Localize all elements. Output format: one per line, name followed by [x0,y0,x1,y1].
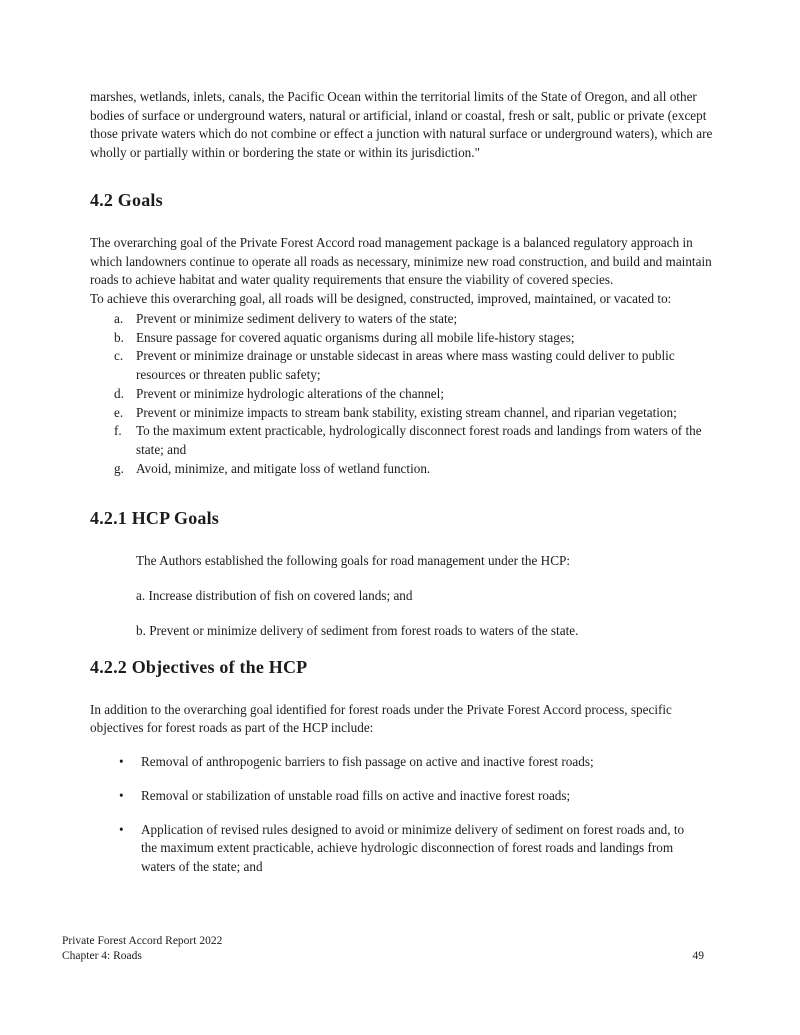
list-item [90,310,714,329]
footer-chapter: Chapter 4: Roads [62,950,142,963]
bullet-item [90,787,714,806]
bullet-icon [119,753,141,772]
list-marker: b. [114,329,124,345]
list-text: Ensure passage for covered aquatic organisms during all mobile life-history stages; [136,329,575,345]
list-marker: c. [114,348,124,364]
bullet-text: Application of revised rules designed to avoid or minimize delivery of sediment on forest roads and, to the maximum extent practicable, achieve hydrologic disconnection of forest roads and landings from waters of the state; and [141,821,685,875]
list-marker: e. [114,404,124,420]
page-content [90,88,714,877]
list-text: Avoid, minimize, and mitigate loss of wetland function. [136,460,431,476]
list-text: To the maximum extent practicable, hydrologically disconnect forest roads and landings from waters of the state; and [136,423,702,458]
list-marker: g. [114,460,124,476]
page-number: 49 [692,950,704,963]
page-footer [62,934,704,965]
list-marker: a. [114,310,124,326]
list-item [90,329,714,348]
list-item [90,460,714,479]
hcp-goal-a: a. Increase distribution of fish on covered lands; and [136,588,413,604]
list-marker: d. [114,385,124,401]
paragraph: In addition to the overarching goal identified for forest roads under the Private Forest Accord process, specific objectives for forest roads as part of the HCP include: [90,701,672,736]
list-text: Prevent or minimize sediment delivery to waters of the state; [136,310,458,326]
intro-paragraph: marshes, wetlands, inlets, canals, the Pacific Ocean within the territorial limits of the State of Oregon, and all other bodies of surface or underground waters, natural or artificial, inland or coastal, fresh or salt, public or private (except those private waters which do not combine or effect a junction with natural surface or underground waters), which are wholly or partially within or bordering the state or within its jurisdiction." [90,89,713,161]
hcp-goal-b: b. Prevent or minimize delivery of sediment from forest roads to waters of the state. [136,622,579,638]
bullet-item [90,821,714,877]
bullet-icon [119,787,141,806]
list-item [90,385,714,404]
section-heading-4-2: 4.2 Goals [90,189,163,210]
bullet-icon [119,821,141,877]
paragraph: To achieve this overarching goal, all roads will be designed, constructed, improved, maintained, or vacated to: [90,291,672,307]
list-item [90,347,714,384]
section-heading-4-2-1: 4.2.1 HCP Goals [90,508,220,529]
list-item [90,404,714,423]
paragraph: The overarching goal of the Private Forest Accord road management package is a balanced regulatory approach in which landowners continue to operate all roads as necessary, minimize new road construction, and build and maintain roads to achieve habitat and water quality requirements that ensure the viability of covered species. [90,234,712,288]
list-text: Prevent or minimize impacts to stream bank stability, existing stream channel, and riparian vegetation; [136,404,677,420]
alpha-list [90,310,714,479]
paragraph: The Authors established the following goals for road management under the HCP: [136,553,570,569]
list-text: Prevent or minimize drainage or unstable sidecast in areas where mass wasting could deliver to public resources or threaten public safety; [136,348,675,383]
list-text: Prevent or minimize hydrologic alterations of the channel; [136,385,444,401]
list-item [90,422,714,459]
hcp-goals-block [136,552,694,640]
footer-left [62,934,222,965]
bullet-item [90,753,714,772]
bullet-text: Removal or stabilization of unstable road fills on active and inactive forest roads; [141,787,571,803]
section-heading-4-2-2: 4.2.2 Objectives of the HCP [90,656,308,677]
bullet-text: Removal of anthropogenic barriers to fish passage on active and inactive forest roads; [141,754,594,770]
bullet-list [90,753,714,877]
list-marker: f. [114,423,122,439]
footer-report-title: Private Forest Accord Report 2022 [62,934,223,947]
